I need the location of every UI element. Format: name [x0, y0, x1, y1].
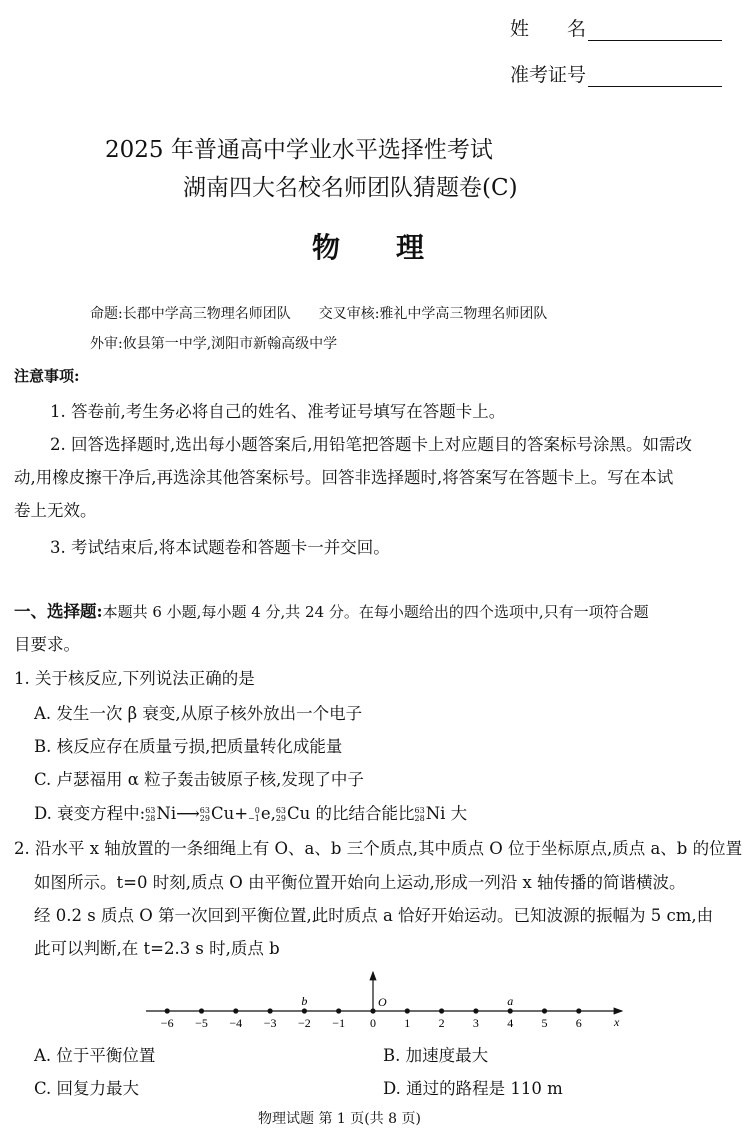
- tick-label: 0: [370, 1016, 376, 1030]
- axis-point: [508, 1008, 513, 1013]
- notice-item: 2. 回答选择题时,选出每小题答案后,用铅笔把答题卡上对应题目的答案标号涂黑。如需改: [50, 435, 692, 454]
- q2-stem-line: 2. 沿水平 x 轴放置的一条细绳上有 O、a、b 三个质点,其中质点 O 位于坐标原点,质点 a、b 的位置: [14, 839, 743, 858]
- origin-label: O: [378, 995, 387, 1009]
- tick-label: 1: [404, 1016, 411, 1030]
- tick-label: 5: [541, 1016, 548, 1030]
- tick-label: −4: [229, 1016, 243, 1030]
- id-field[interactable]: [510, 60, 722, 87]
- title-line2: 湖南四大名校名师团队猜题卷(C): [183, 175, 518, 201]
- notice-heading: 注意事项:: [14, 367, 80, 385]
- axis-point: [268, 1008, 273, 1013]
- tick-label: −2: [298, 1016, 311, 1030]
- q2-option-b: B. 加速度最大: [383, 1046, 489, 1065]
- axis-point: [439, 1008, 444, 1013]
- axis-label: x: [614, 1015, 620, 1029]
- axis-point: [542, 1008, 547, 1013]
- q2-stem-line: 经 0.2 s 质点 O 第一次回到平衡位置,此时质点 a 恰好开始运动。已知波源的振幅为 5 cm,由: [34, 906, 714, 925]
- title-line1: 2025 年普通高中学业水平选择性考试: [105, 137, 493, 163]
- axis-point: [233, 1008, 238, 1013]
- id-label: 准考证号: [510, 64, 587, 86]
- tick-label: −3: [263, 1016, 277, 1030]
- q1-option-a: A. 发生一次 β 衰变,从原子核外放出一个电子: [34, 704, 363, 723]
- axis-point: [165, 1008, 170, 1013]
- axis-point: [370, 1008, 375, 1013]
- tick-label: −6: [160, 1016, 174, 1030]
- axis-point: [199, 1008, 204, 1013]
- section-heading: 一、选择题:本题共 6 小题,每小题 4 分,共 24 分。在每小题给出的四个选项中,只有一项符合题: [14, 602, 649, 621]
- notice-item: 3. 考试结束后,将本试题卷和答题卡一并交回。: [50, 538, 390, 557]
- axis-point: [405, 1008, 410, 1013]
- tick-label: −5: [195, 1016, 208, 1030]
- name-field[interactable]: [510, 14, 722, 41]
- x-axis-figure: [140, 960, 640, 1035]
- point-b-label: b: [301, 994, 308, 1008]
- q1-stem: 1. 关于核反应,下列说法正确的是: [14, 669, 255, 688]
- axis-point: [302, 1008, 307, 1013]
- q1-option-b: B. 核反应存在质量亏损,把质量转化成能量: [34, 737, 343, 756]
- tick-label: 4: [507, 1016, 514, 1030]
- tick-label: −1: [332, 1016, 346, 1030]
- notice-item: 卷上无效。: [14, 501, 97, 520]
- section-desc: 目要求。: [14, 635, 80, 654]
- tick-label: 6: [575, 1016, 582, 1030]
- q2-stem-line: 此可以判断,在 t=2.3 s 时,质点 b: [34, 939, 280, 958]
- page-footer: 物理试题 第 1 页(共 8 页): [258, 1111, 421, 1127]
- axis-point: [576, 1008, 581, 1013]
- credits-line1: 命题:长郡中学高三物理名师团队 交叉审核:雅礼中学高三物理名师团队: [90, 306, 548, 322]
- subject-title: 物 理: [312, 231, 425, 264]
- notice-item: 1. 答卷前,考生务必将自己的姓名、准考证号填写在答题卡上。: [50, 402, 506, 421]
- notice-item: 动,用橡皮擦干净后,再选涂其他答案标号。回答非选择题时,将答案写在答题卡上。写在本试: [14, 468, 674, 487]
- q1-option-c: C. 卢瑟福用 α 粒子轰击铍原子核,发现了中子: [34, 770, 364, 789]
- name-label: 姓 名: [510, 18, 587, 40]
- axis-point: [473, 1008, 478, 1013]
- q1-option-d: D. 衰变方程中: 63 28 Ni⟶ 63 29 Cu+ 0 −1 e, 63 29 Cu 的比结合能比 63 28 Ni 大: [34, 804, 468, 823]
- q2-option-d: D. 通过的路程是 110 m: [383, 1079, 563, 1098]
- credits-line2: 外审:攸县第一中学,浏阳市新翰高级中学: [90, 336, 338, 352]
- q2-option-c: C. 回复力最大: [34, 1079, 140, 1098]
- tick-label: 2: [438, 1016, 445, 1030]
- tick-label: 3: [472, 1016, 479, 1030]
- point-a-label: a: [507, 994, 514, 1008]
- q2-option-a: A. 位于平衡位置: [34, 1046, 156, 1065]
- axis-point: [336, 1008, 341, 1013]
- q2-stem-line: 如图所示。t=0 时刻,质点 O 由平衡位置开始向上运动,形成一列沿 x 轴传播的简谐横波。: [34, 873, 686, 892]
